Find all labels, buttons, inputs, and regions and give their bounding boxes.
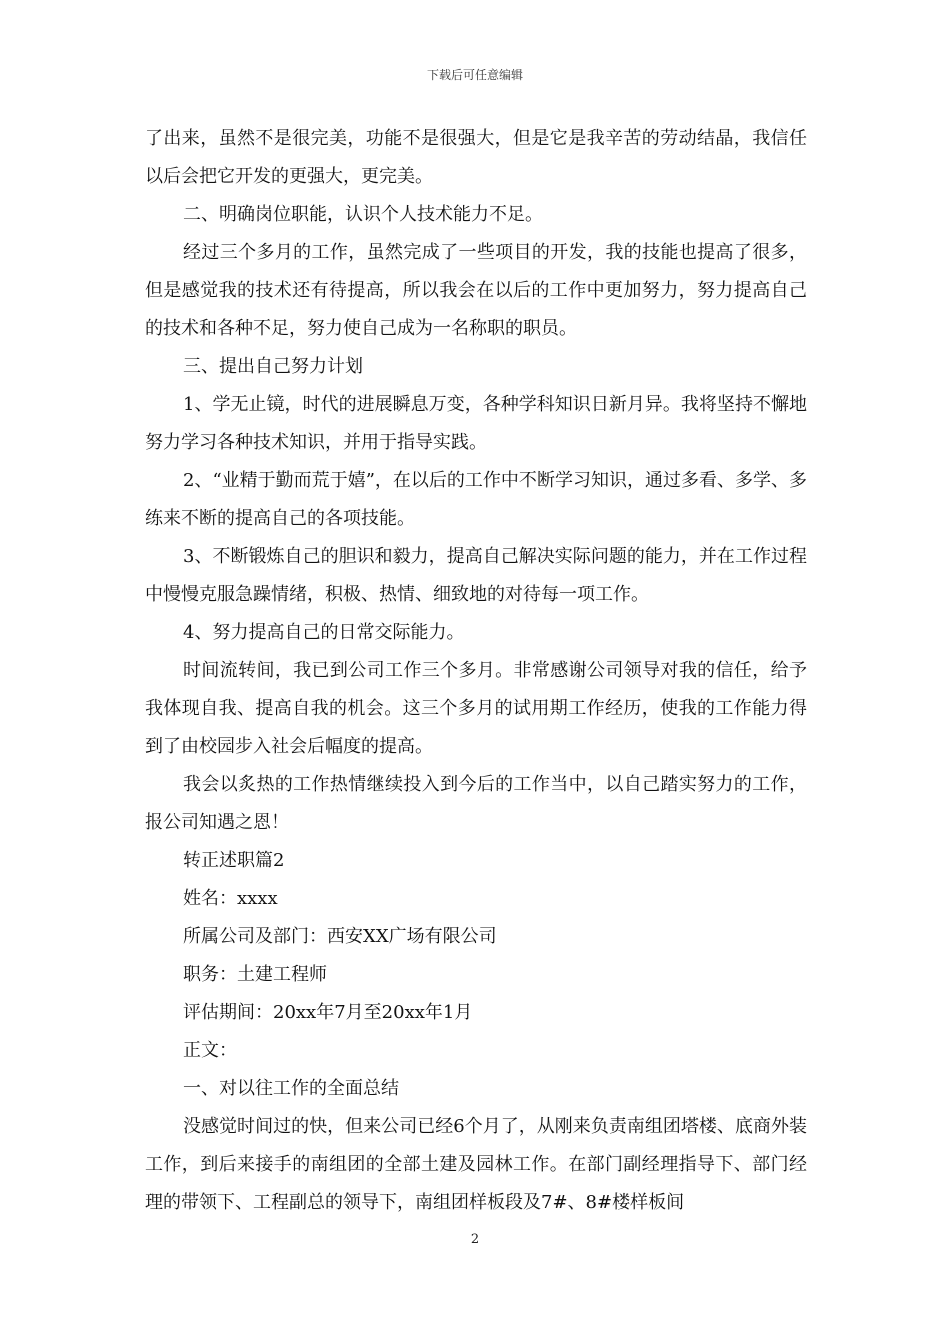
document-subtitle: 转正述职篇2 <box>183 850 285 871</box>
page-header: 下载后可任意编辑 <box>426 68 523 82</box>
paragraph: 经过三个多月的工作，虽然完成了一些项目的开发，我的技能也提高了很多，但是感觉我的技术还有待提高，所以我会在以后的工作中更加努力，努力提高自己的技术和各种不足，努力使自己成为一名称职的职员。 <box>145 242 807 339</box>
paragraph: 时间流转间，我已到公司工作三个多月。非常感谢公司领导对我的信任，给予我体现自我、提高自我的机会。这三个多月的试用期工作经历，使我的工作能力得到了由校园步入社会后幅度的提高。 <box>145 660 807 757</box>
info-name: 姓名：xxxx <box>183 888 278 909</box>
paragraph: 我会以炙热的工作热情继续投入到今后的工作当中，以自己踏实努力的工作，报公司知遇之恩！ <box>145 774 807 833</box>
paragraph: 没感觉时间过的快，但来公司已经6个月了，从刚来负责南组团塔楼、底商外装工作，到后来接手的南组团的全部土建及园林工作。在部门副经理指导下、部门经理的带领下、工程副总的领导下，南组团样板段及7#、8#楼样板间 <box>145 1116 807 1213</box>
info-company: 所属公司及部门：西安XX广场有限公司 <box>183 926 497 947</box>
info-period: 评估期间：20xx年7月至20xx年1月 <box>183 1002 473 1023</box>
section-heading: 二、明确岗位职能，认识个人技术能力不足。 <box>183 204 543 225</box>
list-item: 3、不断锻炼自己的胆识和毅力，提高自己解决实际问题的能力，并在工作过程中慢慢克服急躁情绪，积极、热情、细致地的对待每一项工作。 <box>145 546 807 605</box>
section-heading: 三、提出自己努力计划 <box>183 356 363 377</box>
body-label: 正文： <box>183 1040 237 1061</box>
section-heading: 一、对以往工作的全面总结 <box>183 1078 399 1099</box>
list-item: 4、努力提高自己的日常交际能力。 <box>183 622 465 643</box>
paragraph: 了出来，虽然不是很完美，功能不是很强大，但是它是我辛苦的劳动结晶，我信任以后会把它开发的更强大，更完美。 <box>145 128 807 187</box>
info-position: 职务：土建工程师 <box>183 964 327 985</box>
list-item: 1、学无止镜，时代的进展瞬息万变，各种学科知识日新月异。我将坚持不懈地努力学习各种技术知识，并用于指导实践。 <box>145 394 807 453</box>
document-body <box>145 120 807 1222</box>
page-number: 2 <box>470 1232 480 1247</box>
list-item: 2、“业精于勤而荒于嬉”，在以后的工作中不断学习知识，通过多看、多学、多练来不断的提高自己的各项技能。 <box>145 470 807 529</box>
